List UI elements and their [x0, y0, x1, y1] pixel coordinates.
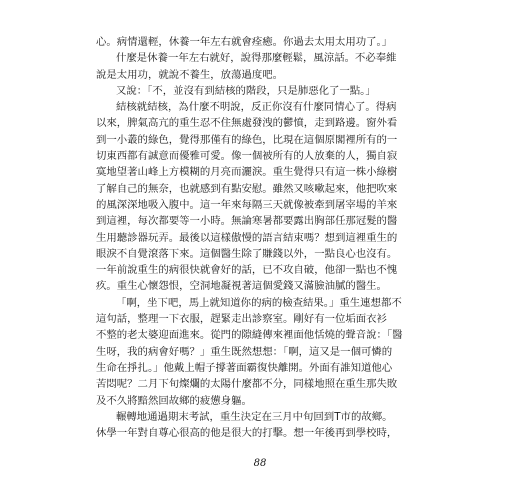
text-line: 什麼是休養一年左右就好，說得那麼輕鬆，風涼話。不必奉維	[116, 52, 397, 65]
text-line: 又說：「不，並沒有到結核的階段，只是肺惡化了一點。」	[116, 84, 376, 97]
text-line: 了解自己的無奈，也就感到有點安慰。雖然又咳嗽起來，他把吹來	[96, 182, 398, 195]
text-line: 及不久將黯然回故鄉的疲憊身軀。	[96, 394, 252, 407]
text-line: 心。病情還輕，休養一年左右就會痊癒。你過去太用太用功了。」	[96, 36, 393, 48]
text-line: 輾轉地通過期末考試，重生決定在三月中旬回到T市的故鄉。	[116, 410, 393, 423]
text-line: 這句話，整理一下衣服，趕緊走出診察室。剛好有一位垢面衣衫	[96, 313, 387, 326]
text-line: 不整的老太婆迎面進來。從門的隙縫傳來裡面他恬燒的聲音說：「醫	[96, 329, 403, 342]
text-line: 眼淚不自覺滾落下來。這個醫生除了賺錢以外，一點良心也沒有。	[96, 247, 398, 260]
text-line: 結核就結核，為什麼不明說，反正你沒有什麼同情心了。得病	[116, 101, 397, 114]
body-text	[96, 34, 422, 441]
text-line: 生呀，我的病會好嗎？」重生既然想想：「啊，這又是一個可憐的	[96, 345, 393, 358]
text-line: 一年前說重生的病很快就會好的話，已不攻自破，他卻一點也不愧	[96, 264, 398, 277]
text-line: 到這裡，每次都要等一小時。無論寒暑都要露出胸部任那冠髮的醫	[96, 215, 398, 228]
text-line: 休學一年對自尊心很高的他是很大的打擊。想一年後再到學校時，	[96, 427, 398, 440]
page-number: 88	[253, 458, 267, 469]
text-line: 生命在掙扎。」他戴上帽子撐著面霸復快離開。外面有誰知道他心	[96, 361, 393, 374]
text-line: 說是太用功，就說不養生，放蕩過度吧。	[96, 68, 284, 81]
text-line: 以來，脾氣高亢的重生忍不住無處發洩的鬱憤，走到路邊。窗外看	[96, 117, 398, 130]
text-line: 的風深深地吸入腹中。這一年來每隔三天就像被牽到屠宰場的羊來	[96, 198, 398, 211]
text-line: 寞地望著山峰上方模糊的月亮而灑淚。重生覺得只有這一株小綠樹	[96, 166, 398, 179]
text-line: 切東西都有誠意而優雅可愛。像一個被所有的人放棄的人，獨自寂	[96, 150, 398, 163]
text-line: 疚。重生心懷怨恨，空洞地凝視著這個愛錢又滿臉油膩的醫生。	[96, 280, 387, 293]
text-line: 到一小叢的綠色，覺得那僅有的綠色，比現在這個原閣裡所有的一	[96, 133, 398, 146]
text-line: 生用聽診器玩弄。最後以這樣傲慢的語言結束嗎？想到這裡重生的	[96, 231, 398, 244]
text-line: 苦悶呢？二月下旬燦爛的太陽什麼都不分，同樣地照在重生那失敗	[96, 378, 398, 391]
text-line: 「啊，坐下吧，馬上就知道你的病的檢查結果。」重生連想都不	[116, 296, 402, 309]
